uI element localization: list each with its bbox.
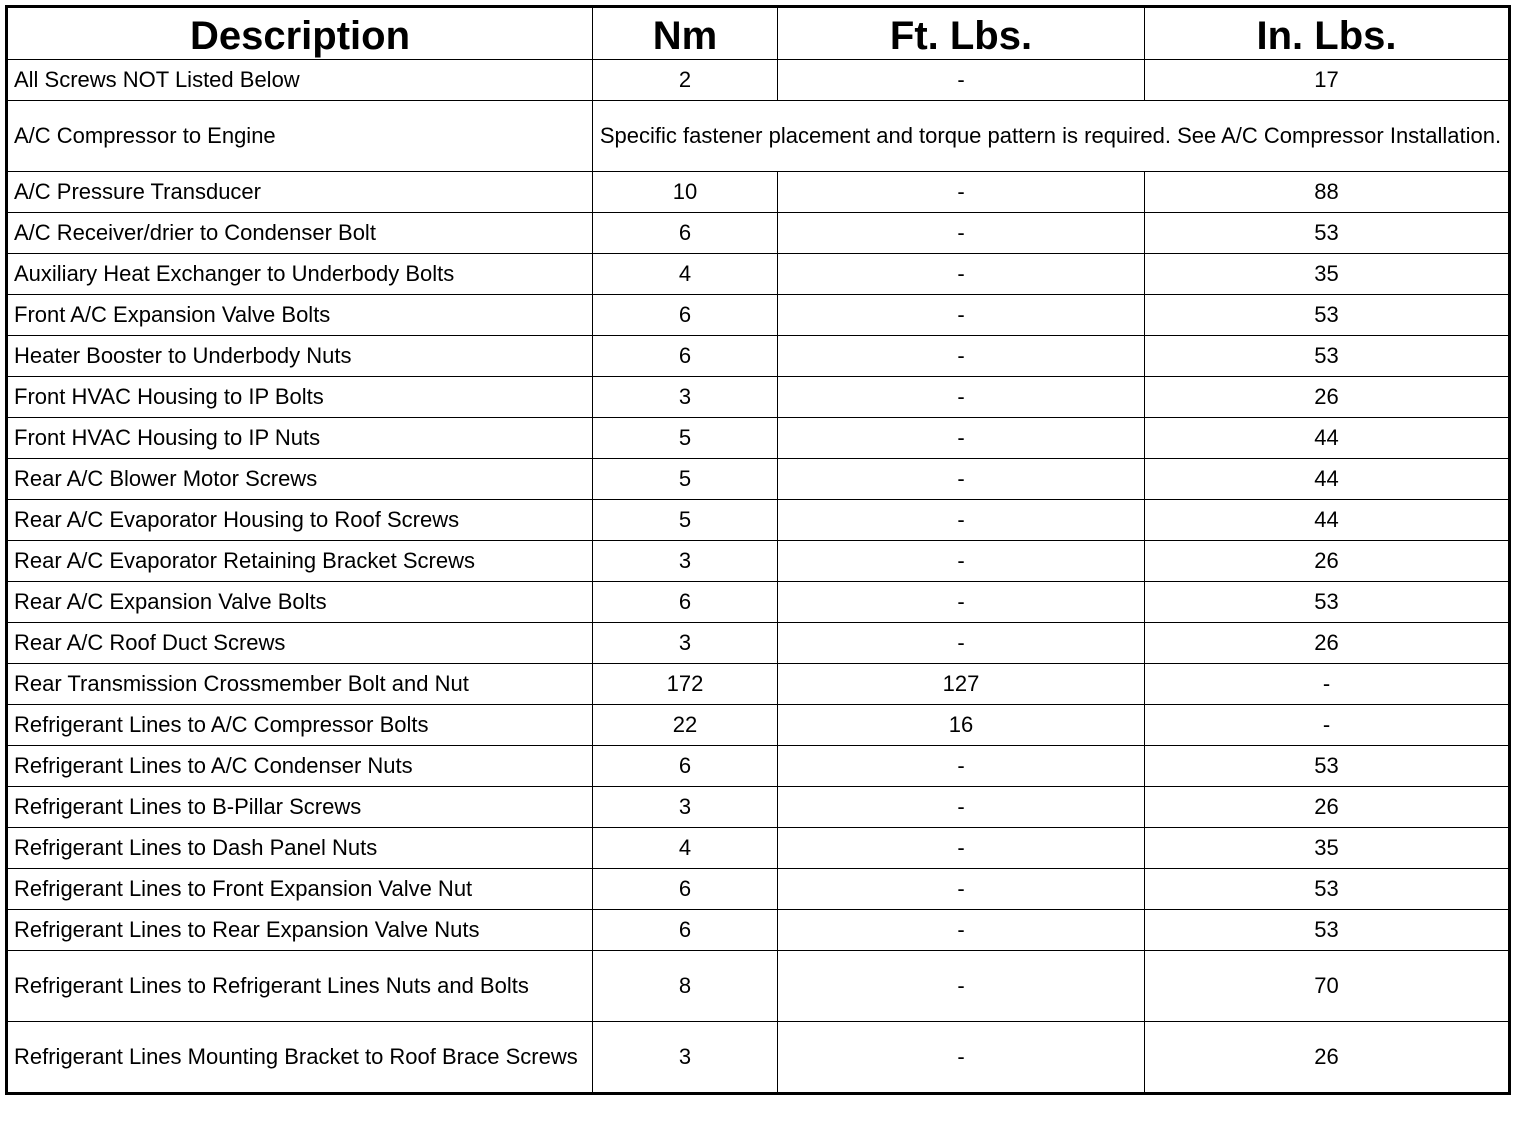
ft-lbs-cell: - [778,1022,1145,1094]
table-row [7,377,1510,418]
header-description: Description [7,7,593,60]
description-cell: Refrigerant Lines to B-Pillar Screws [7,787,593,828]
in-lbs-cell: 53 [1145,746,1510,787]
in-lbs-cell: - [1145,705,1510,746]
table-row [7,418,1510,459]
ft-lbs-cell: - [778,336,1145,377]
in-lbs-cell: 53 [1145,582,1510,623]
ft-lbs-cell: - [778,869,1145,910]
table-row [7,746,1510,787]
table-row [7,213,1510,254]
in-lbs-cell: 53 [1145,213,1510,254]
description-cell: Refrigerant Lines to A/C Compressor Bolts [7,705,593,746]
table-row [7,582,1510,623]
nm-cell: 4 [593,828,778,869]
ft-lbs-cell: - [778,418,1145,459]
table-row [7,787,1510,828]
table-row [7,1022,1510,1094]
description-cell: Refrigerant Lines to Dash Panel Nuts [7,828,593,869]
table-row [7,951,1510,1022]
in-lbs-cell: 44 [1145,459,1510,500]
ft-lbs-cell: - [778,828,1145,869]
nm-cell: 6 [593,869,778,910]
description-cell: Rear A/C Blower Motor Screws [7,459,593,500]
description-cell: Refrigerant Lines to Front Expansion Valve Nut [7,869,593,910]
ft-lbs-cell: - [778,910,1145,951]
description-cell: Front HVAC Housing to IP Nuts [7,418,593,459]
in-lbs-cell: 53 [1145,910,1510,951]
header-ft-lbs: Ft. Lbs. [778,7,1145,60]
table-row [7,459,1510,500]
nm-cell: 6 [593,582,778,623]
ft-lbs-cell: - [778,254,1145,295]
nm-cell: 10 [593,172,778,213]
ft-lbs-cell: - [778,746,1145,787]
nm-cell: 6 [593,295,778,336]
in-lbs-cell: 17 [1145,60,1510,101]
ft-lbs-cell: 16 [778,705,1145,746]
in-lbs-cell: 88 [1145,172,1510,213]
in-lbs-cell: 26 [1145,787,1510,828]
description-cell: Front A/C Expansion Valve Bolts [7,295,593,336]
nm-cell: 3 [593,1022,778,1094]
description-cell: Refrigerant Lines to Refrigerant Lines Nuts and Bolts [7,951,593,1022]
ft-lbs-cell: - [778,787,1145,828]
torque-spec-table [5,5,1511,1095]
ft-lbs-cell: - [778,295,1145,336]
nm-cell: 3 [593,541,778,582]
table-row [7,828,1510,869]
nm-cell: 6 [593,213,778,254]
description-cell: Rear A/C Expansion Valve Bolts [7,582,593,623]
description-cell: A/C Receiver/drier to Condenser Bolt [7,213,593,254]
in-lbs-cell: 44 [1145,500,1510,541]
description-cell: A/C Pressure Transducer [7,172,593,213]
in-lbs-cell: 44 [1145,418,1510,459]
nm-cell: 3 [593,623,778,664]
header-in-lbs: In. Lbs. [1145,7,1510,60]
ft-lbs-cell: - [778,172,1145,213]
table-row [7,623,1510,664]
in-lbs-cell: 35 [1145,254,1510,295]
installation-note-cell: Specific fastener placement and torque pattern is required. See A/C Compressor Installation. [593,101,1510,172]
table-row [7,705,1510,746]
nm-cell: 6 [593,910,778,951]
description-cell: Auxiliary Heat Exchanger to Underbody Bolts [7,254,593,295]
nm-cell: 6 [593,746,778,787]
ft-lbs-cell: - [778,951,1145,1022]
description-cell: Refrigerant Lines Mounting Bracket to Roof Brace Screws [7,1022,593,1094]
ft-lbs-cell: - [778,377,1145,418]
ft-lbs-cell: - [778,623,1145,664]
nm-cell: 3 [593,377,778,418]
description-cell: Rear Transmission Crossmember Bolt and Nut [7,664,593,705]
ft-lbs-cell: - [778,213,1145,254]
in-lbs-cell: 70 [1145,951,1510,1022]
table-row [7,664,1510,705]
description-cell: Refrigerant Lines to Rear Expansion Valve Nuts [7,910,593,951]
in-lbs-cell: 35 [1145,828,1510,869]
table-row [7,254,1510,295]
table-row [7,295,1510,336]
in-lbs-cell: - [1145,664,1510,705]
nm-cell: 3 [593,787,778,828]
description-cell: Refrigerant Lines to A/C Condenser Nuts [7,746,593,787]
in-lbs-cell: 26 [1145,1022,1510,1094]
in-lbs-cell: 26 [1145,623,1510,664]
ft-lbs-cell: - [778,500,1145,541]
nm-cell: 22 [593,705,778,746]
ft-lbs-cell: 127 [778,664,1145,705]
description-cell: Rear A/C Evaporator Housing to Roof Screws [7,500,593,541]
table-row [7,60,1510,101]
nm-cell: 172 [593,664,778,705]
nm-cell: 4 [593,254,778,295]
description-cell: Heater Booster to Underbody Nuts [7,336,593,377]
ft-lbs-cell: - [778,541,1145,582]
in-lbs-cell: 26 [1145,377,1510,418]
table-row [7,541,1510,582]
description-cell: Rear A/C Roof Duct Screws [7,623,593,664]
table-row [7,910,1510,951]
table-row [7,172,1510,213]
description-cell: A/C Compressor to Engine [7,101,593,172]
table-row [7,336,1510,377]
nm-cell: 5 [593,500,778,541]
nm-cell: 6 [593,336,778,377]
in-lbs-cell: 53 [1145,869,1510,910]
header-nm: Nm [593,7,778,60]
description-cell: All Screws NOT Listed Below [7,60,593,101]
ft-lbs-cell: - [778,459,1145,500]
table-row [7,101,1510,172]
nm-cell: 2 [593,60,778,101]
nm-cell: 8 [593,951,778,1022]
table-row [7,869,1510,910]
in-lbs-cell: 26 [1145,541,1510,582]
in-lbs-cell: 53 [1145,295,1510,336]
nm-cell: 5 [593,418,778,459]
table-header-row [7,7,1510,60]
ft-lbs-cell: - [778,60,1145,101]
table-row [7,500,1510,541]
ft-lbs-cell: - [778,582,1145,623]
description-cell: Front HVAC Housing to IP Bolts [7,377,593,418]
nm-cell: 5 [593,459,778,500]
in-lbs-cell: 53 [1145,336,1510,377]
description-cell: Rear A/C Evaporator Retaining Bracket Screws [7,541,593,582]
